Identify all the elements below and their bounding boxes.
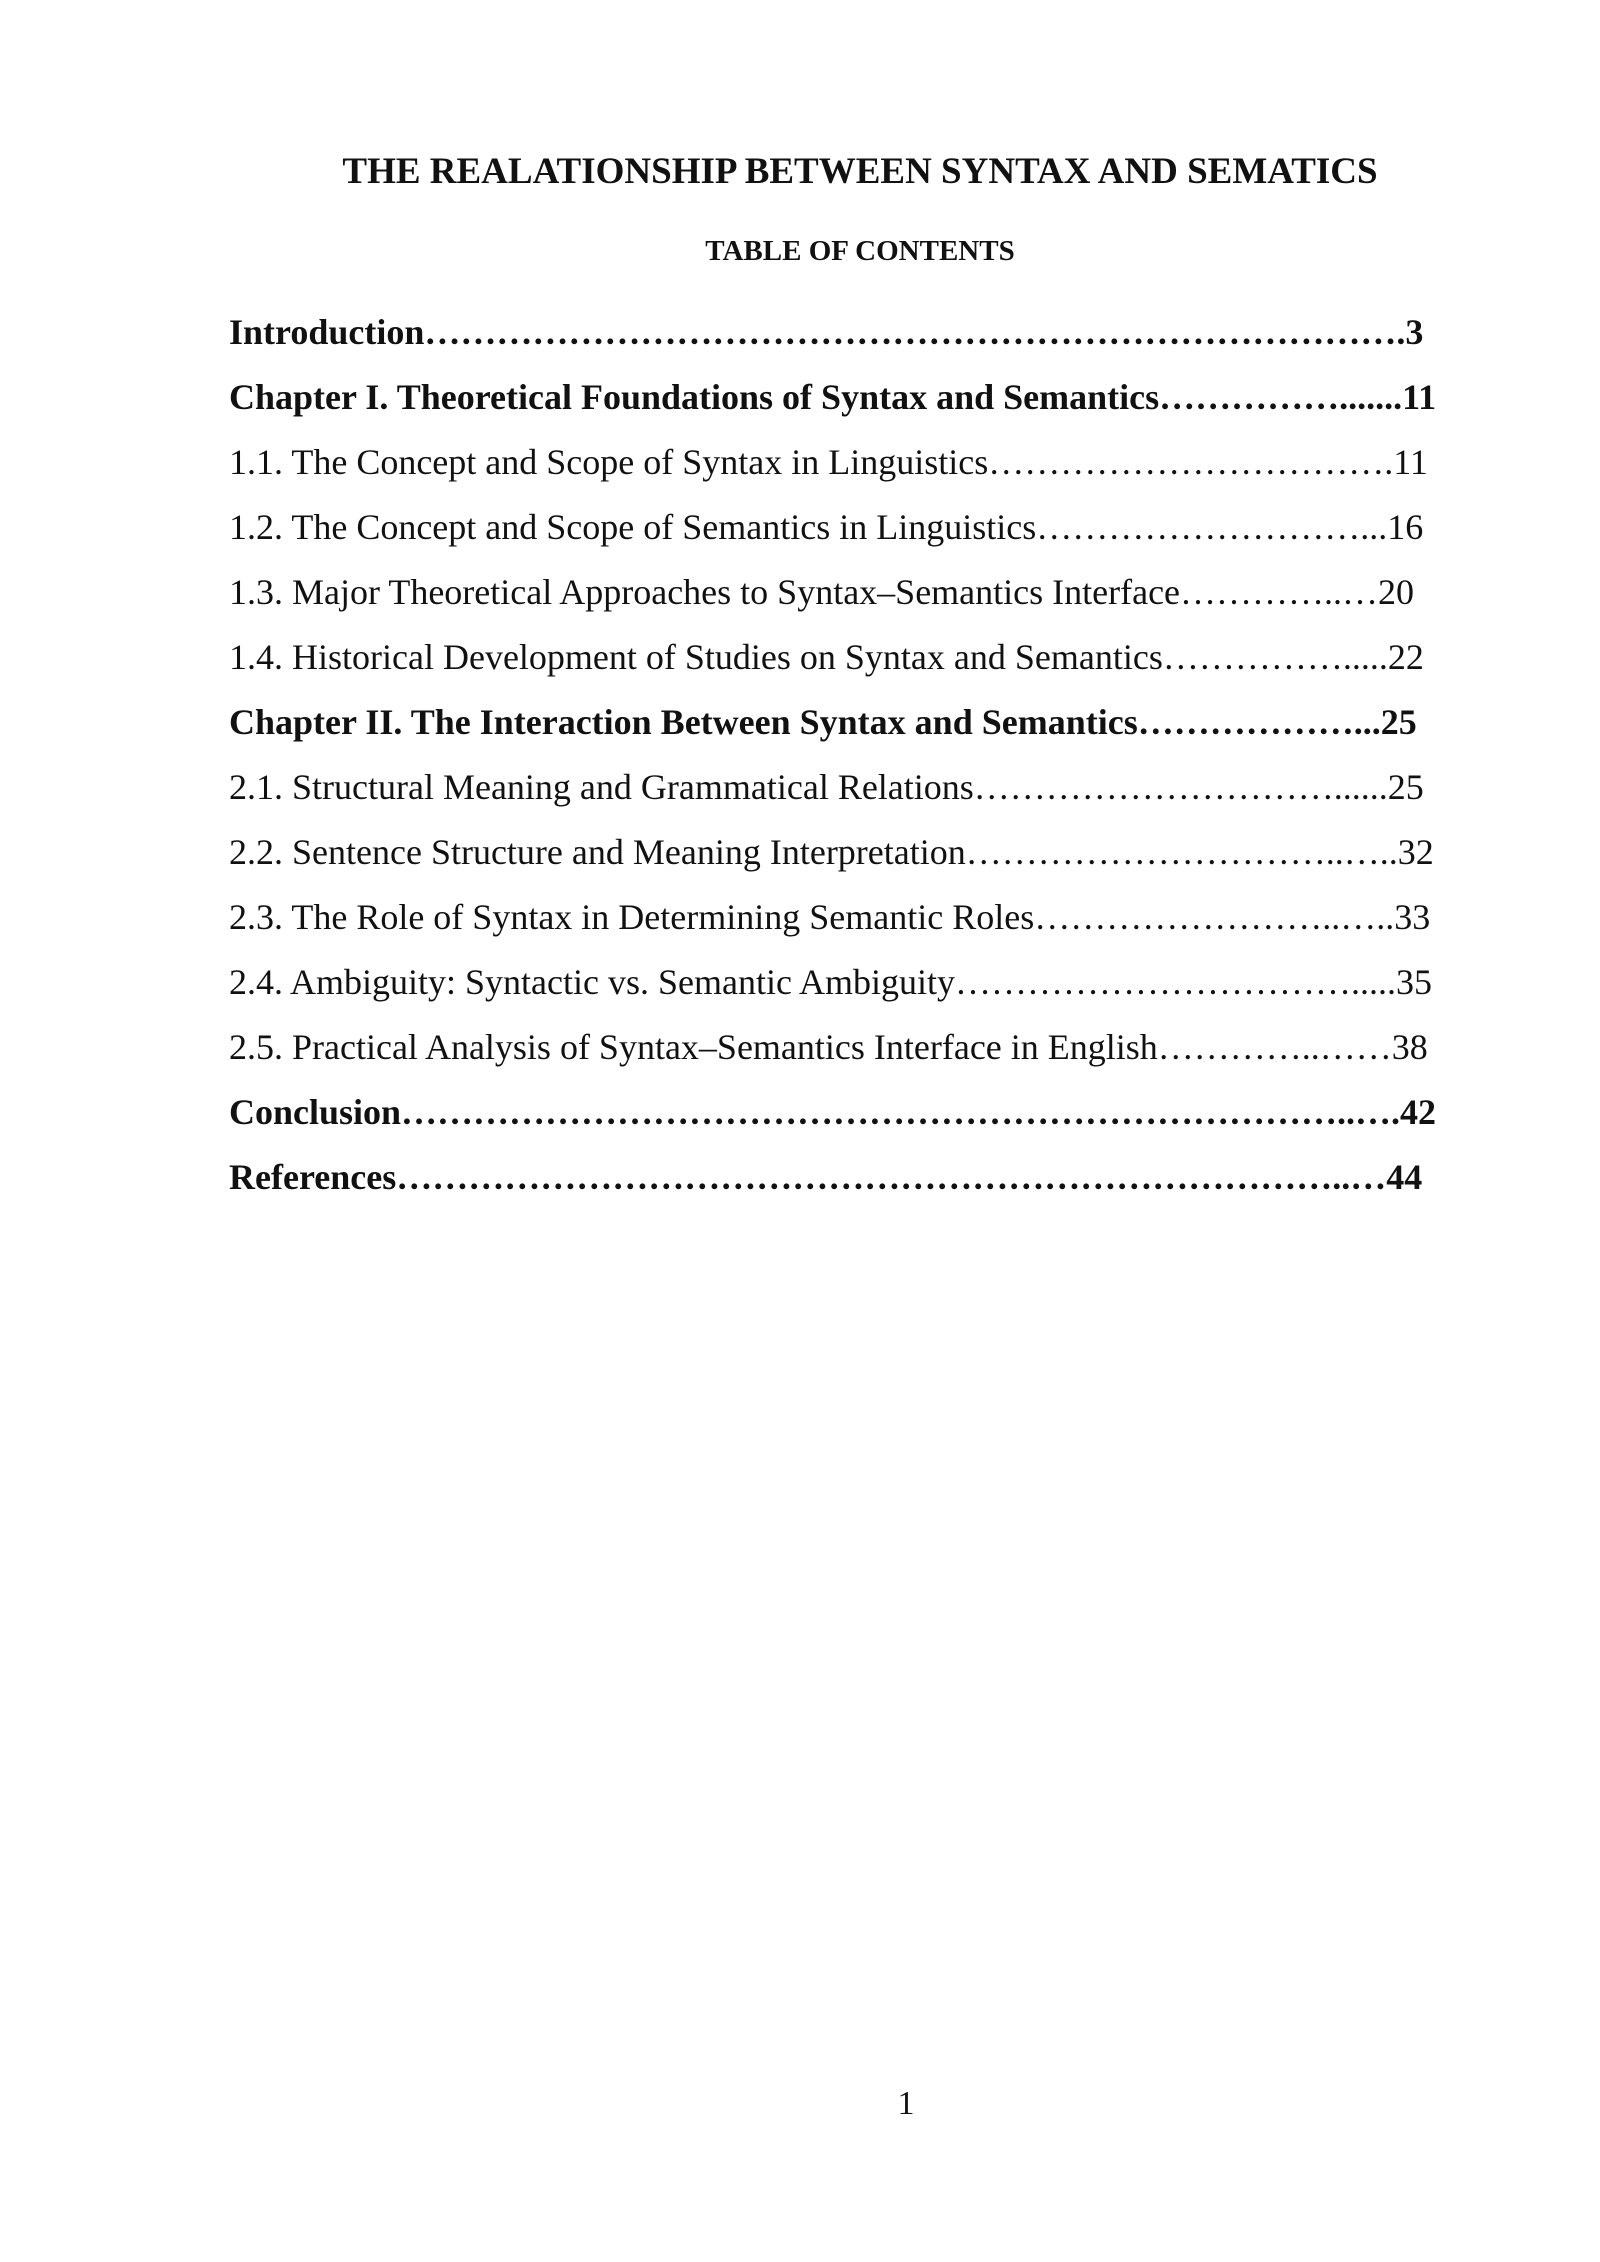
toc-entry-chapter-2	[229, 695, 1529, 760]
toc-entry-chapter-1	[229, 370, 1529, 435]
toc-entry-section-2-2	[229, 825, 1529, 890]
toc-entry-text: 1.2. The Concept and Scope of Semantics in Linguistics………………………...16	[229, 507, 1424, 547]
toc-entry-text: 2.2. Sentence Structure and Meaning Interpretation…………………………..…..32	[229, 832, 1434, 872]
toc-entry-introduction	[229, 305, 1529, 370]
toc-entry-section-1-3	[229, 565, 1529, 630]
toc-entry-text: 2.5. Practical Analysis of Syntax–Semantics Interface in English…………..……38	[229, 1027, 1428, 1067]
toc-entry-text: 2.1. Structural Meaning and Grammatical Relations…………………………......25	[229, 767, 1424, 807]
document-title: THE REALATIONSHIP BETWEEN SYNTAX AND SEMATICS	[342, 151, 1378, 192]
toc-entry-references	[229, 1150, 1529, 1215]
toc-entry-text: 2.4. Ambiguity: Syntactic vs. Semantic Ambiguity…………………………….....35	[229, 962, 1432, 1002]
toc-entry-section-2-4	[229, 955, 1529, 1020]
toc-entry-section-2-3	[229, 890, 1529, 955]
toc-entry-section-1-4	[229, 630, 1529, 695]
toc-entry-text: Chapter I. Theoretical Foundations of Syntax and Semantics…………….......11	[229, 377, 1437, 417]
toc-entry-section-2-5	[229, 1020, 1529, 1085]
toc-entry-text: 2.3. The Role of Syntax in Determining Semantic Roles……………………..…..33	[229, 897, 1431, 937]
toc-entry-conclusion	[229, 1085, 1529, 1150]
toc-entry-section-1-2	[229, 500, 1529, 565]
toc-entry-text: Conclusion……………………………………………………………………..….42	[229, 1092, 1437, 1132]
toc-entry-text: 1.3. Major Theoretical Approaches to Syntax–Semantics Interface…………..…20	[229, 572, 1415, 612]
toc-entry-text: 1.1. The Concept and Scope of Syntax in Linguistics…………………………….11	[229, 442, 1428, 482]
toc-entry-text: 1.4. Historical Development of Studies on Syntax and Semantics…………….....22	[229, 637, 1424, 677]
toc-heading: TABLE OF CONTENTS	[705, 235, 1015, 267]
toc-entry-section-2-1	[229, 760, 1529, 825]
toc-entry-text: Introduction……………………………………………………………………….3	[229, 312, 1424, 352]
table-of-contents	[229, 305, 1529, 1215]
toc-entry-section-1-1	[229, 435, 1529, 500]
page-number: 1	[897, 2085, 915, 2122]
toc-entry-text: References……………………………………………………………………..…44	[229, 1157, 1423, 1197]
toc-entry-text: Chapter II. The Interaction Between Syntax and Semantics………………...25	[229, 702, 1417, 742]
